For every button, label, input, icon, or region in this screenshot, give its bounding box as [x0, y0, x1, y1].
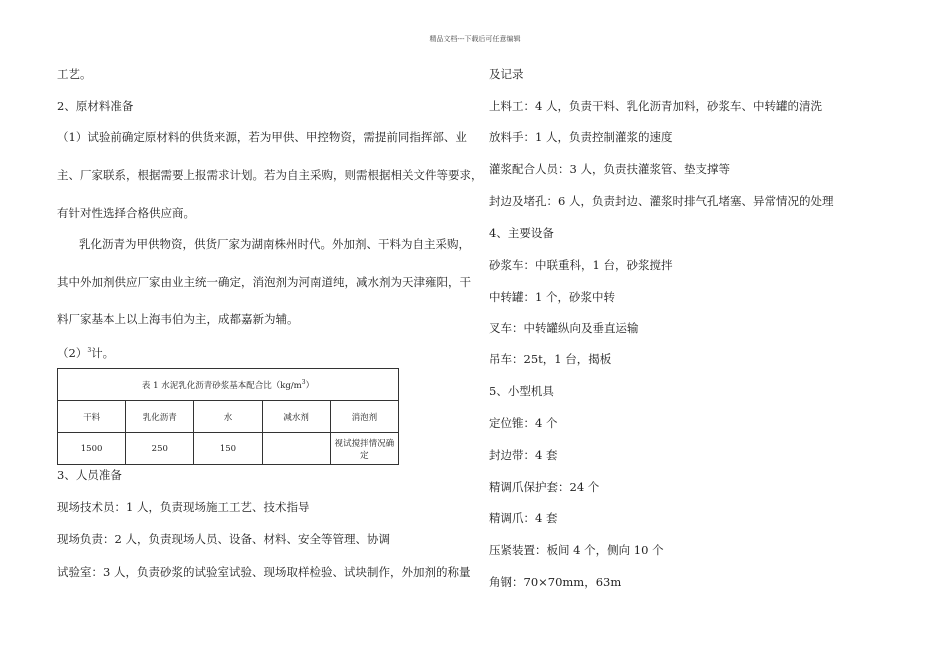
table-header-cell: 减水剂	[262, 401, 330, 433]
text-line: 封边带：4 套	[489, 448, 558, 462]
section-heading: 2、原材料准备	[57, 99, 134, 113]
table-cell: 150	[194, 433, 262, 465]
page-header: 精品文档---下载后可任意编辑	[429, 35, 521, 43]
text-line: 砂浆车：中联重科，1 台，砂浆搅拌	[489, 258, 673, 272]
text-line: 现场负责：2 人，负责现场人员、设备、材料、安全等管理、协调	[57, 532, 390, 546]
table-header-row	[58, 401, 399, 433]
text-line: 现场技术员：1 人，负责现场施工工艺、技术指导	[57, 500, 310, 514]
text-line: 料厂家基本上以上海韦伯为主，成都嘉新为辅。	[57, 312, 299, 326]
mix-ratio-table	[57, 368, 399, 465]
table-header-cell: 乳化沥青	[126, 401, 194, 433]
table-cell: 250	[126, 433, 194, 465]
item-number: （2）	[57, 345, 88, 360]
table-header-cell: 消泡剂	[330, 401, 398, 433]
text-line: 乳化沥青为甲供物资，供货厂家为湖南株州时代。外加剂、干料为自主采购，	[79, 237, 470, 251]
table-row	[58, 433, 399, 465]
text-line: （1）试验前确定原材料的供货来源，若为甲供、甲控物资，需提前同指挥部、业	[57, 130, 467, 144]
text-line: 封边及堵孔：6 人，负责封边、灌浆时排气孔堵塞、异常情况的处理	[489, 194, 834, 208]
table-header-cell: 干料	[58, 401, 126, 433]
text-line: 吊车：25t，1 台，揭板	[489, 352, 612, 366]
text-line: 上料工：4 人，负责干料、乳化沥青加料，砂浆车、中转罐的清洗	[489, 99, 822, 113]
text-line: 工艺。	[57, 67, 92, 81]
text-line: 叉车：中转罐纵向及垂直运输	[489, 321, 639, 335]
section-heading: 3、人员准备	[57, 468, 122, 482]
text-line: 精调爪保护套：24 个	[489, 480, 600, 494]
text-line: 主、厂家联系，根据需要上报需求计划。若为自主采购，则需根据相关文件等要求，	[57, 168, 483, 182]
table-cell: 视试搅拌情况确定	[330, 433, 398, 465]
section-heading: 4、主要设备	[489, 226, 554, 240]
table-caption: 表 1 水泥乳化沥青砂浆基本配合比$(kg/m^3)$	[58, 369, 399, 401]
text-line: 灌浆配合人员：3 人，负责扶灌浆管、垫支撑等	[489, 162, 730, 176]
text-line: 及记录	[489, 67, 524, 81]
table-cell	[262, 433, 330, 465]
text-fragment: 计。	[91, 345, 115, 360]
text-line	[57, 344, 114, 360]
text-line: 角钢：70×70mm，63m	[489, 575, 622, 589]
text-line: 定位锥：4 个	[489, 416, 558, 430]
text-line: 有针对性选择合格供应商。	[57, 206, 195, 220]
text-line: 试验室：3 人，负责砂浆的试验室试验、现场取样检验、试块制作，外加剂的称量	[57, 565, 471, 579]
superscript: 3	[87, 347, 92, 354]
text-line: 放料手：1 人，负责控制灌浆的速度	[489, 130, 673, 144]
section-heading: 5、小型机具	[489, 384, 554, 398]
text-line: 精调爪：4 套	[489, 511, 558, 525]
text-line: 中转罐：1 个，砂浆中转	[489, 290, 615, 304]
table-cell: 1500	[58, 433, 126, 465]
table-header-cell: 水	[194, 401, 262, 433]
text-line: 其中外加剂供应厂家由业主统一确定，消泡剂为河南道纯，减水剂为天津雍阳，干	[57, 275, 471, 289]
text-line: 压紧装置：板间 4 个，侧向 10 个	[489, 543, 664, 557]
